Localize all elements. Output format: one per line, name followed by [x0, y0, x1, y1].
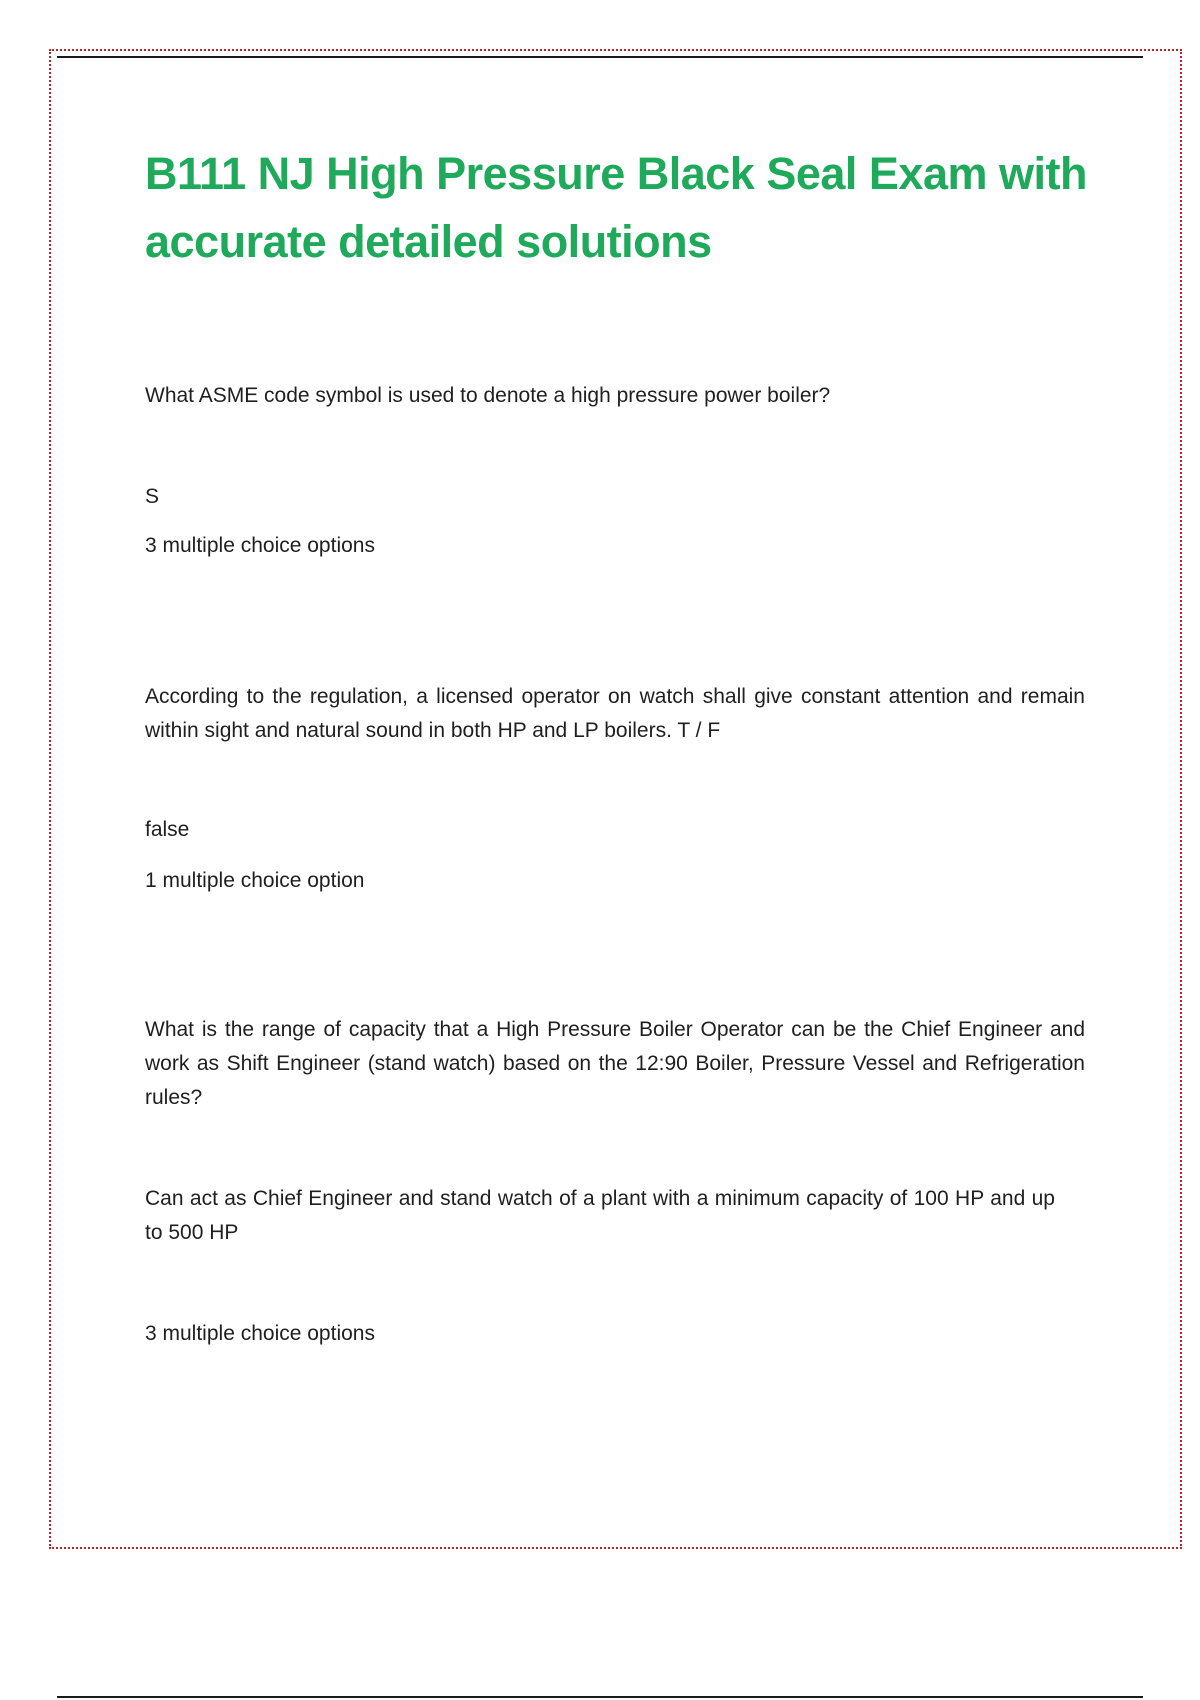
- question-3: What is the range of capacity that a High Pressure Boiler Operator can be the Chief Engineer and work as Shift Engineer (stand watch) based on the 12:90 Boiler, Pressure Vessel and Refrigeration rules?: [145, 1018, 1085, 1109]
- header-rule: [57, 56, 1143, 58]
- options-note-3: 3 multiple choice options: [145, 1322, 375, 1345]
- options-note-1: 3 multiple choice options: [145, 534, 375, 557]
- answer-3: Can act as Chief Engineer and stand watch of a plant with a minimum capacity of 100 HP and up to 500 HP: [145, 1187, 1055, 1244]
- question-2: According to the regulation, a licensed operator on watch shall give constant attention and remain within sight and natural sound in both HP and LP boilers. T / F: [145, 685, 1085, 742]
- options-note-2: 1 multiple choice option: [145, 869, 365, 892]
- answer-1: S: [145, 485, 160, 508]
- footer-rule: [57, 1696, 1143, 1698]
- question-1: What ASME code symbol is used to denote a high pressure power boiler?: [145, 384, 831, 407]
- document-title: B111 NJ High Pressure Black Seal Exam with accurate detailed solutions: [145, 148, 1087, 267]
- answer-2: false: [145, 818, 190, 841]
